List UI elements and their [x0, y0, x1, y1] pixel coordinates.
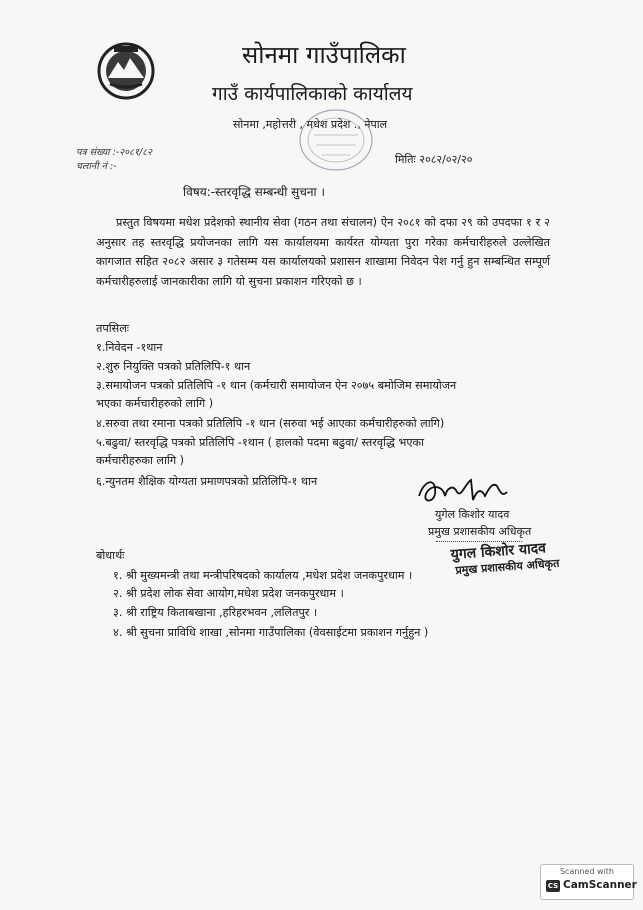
camscanner-watermark [540, 864, 637, 900]
scanner-name: CamScanner [563, 879, 637, 891]
detail-item: ४.सरुवा तथा रमाना पत्रको प्रतिलिपि -१ थान (सरुवा भई आएका कर्मचारीहरुको लागि) [96, 417, 445, 430]
detail-item: २.शुरु नियुक्ति पत्रको प्रतिलिपि-१ थान [96, 360, 251, 373]
notice-body: प्रस्तुत विषयमा मधेश प्रदेशको स्थानीय सेवा (गठन तथा संचालन) ऐन २०८१ को दफा २९ को उपदफा १ र २ अनुसार तह स्तरवृद्धि प्रयोजनका लागि यस कार्यालयमा कार्यरत योग्यता पुरा गरेका कर्मचारीहरुले उल्लेखित कागजात सहित २०८२ असार ३ गतेसम्म यस कार्यालयको प्रशासन शाखामा निवेदन पेश गर्नु हुन सम्बन्धित सम्पूर्ण कर्मचारीहरुलाई जानकारीका लागि यो सुचना प्रकाशन गरिएको छ । [96, 216, 550, 288]
office-stamp [296, 105, 376, 175]
cc-item: १. श्री मुख्यमन्त्री तथा मन्त्रीपरिषदको कार्यालय ,मधेश प्रदेश जनकपुरधाम । [113, 569, 413, 582]
dispatch-number: चलानी नं :- [76, 161, 117, 172]
name-seal: युगल किशोर यादव [450, 540, 547, 563]
cc-label: बोधार्थः [96, 549, 125, 562]
handwritten-signature [415, 470, 510, 510]
detail-item: भएका कर्मचारीहरुको लागि ) [96, 397, 214, 410]
detail-item: ६.न्युनतम शैक्षिक योग्यता प्रमाणपत्रको प्रतिलिपि-१ थान [96, 475, 318, 488]
detail-item: १.निवेदन -१थान [96, 341, 163, 354]
detail-item: ३.समायोजन पत्रको प्रतिलिपि -१ थान (कर्मचारी समायोजन ऐन २०७५ बमोजिम समायोजन [96, 379, 457, 392]
subject-line: विषय:-स्तरवृद्धि सम्बन्धी सुचना । [183, 185, 326, 199]
cc-item: २. श्री प्रदेश लोक सेवा आयोग,मधेश प्रदेश जनकपुरधाम । [113, 587, 344, 600]
letter-date: मितिः २०८२/०२/२० [395, 153, 473, 166]
camscanner-icon: CS [547, 882, 559, 890]
municipality-name: सोनमा गाउँपालिका [242, 41, 406, 69]
letter-number: पत्र संख्या :-२०८१/८२ [76, 147, 153, 158]
office-address: सोनमा ,महोत्तरी , मधेश प्रदेश ., नेपाल [233, 118, 388, 131]
cc-item: ४. श्री सुचना प्राविधि शाखा ,सोनमा गाउँपालिका (वेवसाईटमा प्रकाशन गर्नुहुन ) [113, 626, 429, 639]
detail-item: कर्मचारीहरुका लागि ) [96, 454, 185, 467]
details-label: तपसिलः [96, 322, 130, 335]
nepal-emblem-logo [96, 40, 156, 102]
signatory-title: प्रमुख प्रशासकीय अधिकृत [428, 525, 532, 538]
signatory-name: युगेल किशोर यादव [435, 508, 510, 521]
scanner-caption: Scanned with [559, 867, 615, 876]
cc-item: ३. श्री राष्ट्रिय किताबखाना ,हरिहरभवन ,ललितपुर । [113, 606, 318, 619]
detail-item: ५.बढुवा/ स्तरवृद्धि पत्रको प्रतिलिपि -१थान ( हालको पदमा बढुवा/ स्तरवृद्धि भएका [96, 436, 425, 449]
title-seal: प्रमुख प्रशासकीय अधिकृत [455, 556, 560, 577]
office-name: गाउँ कार्यपालिकाको कार्यालय [212, 83, 413, 105]
